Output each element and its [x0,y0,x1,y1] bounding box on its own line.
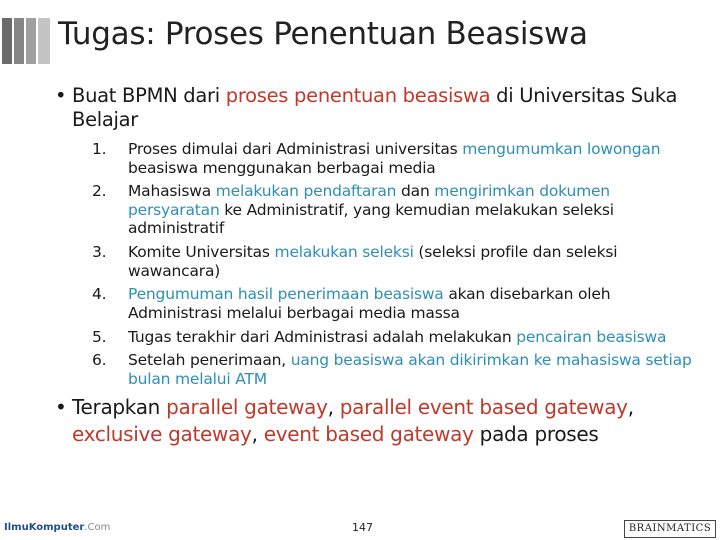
step-text: dan [396,182,435,201]
step-item [52,140,702,177]
step-text: akan disebarkan oleh Administrasi melalui berbagai media massa [128,285,611,322]
step-highlight: Pengumuman hasil penerimaan beasiswa [128,285,444,304]
bullet-1-highlight: proses penentuan beasiswa [225,84,491,107]
bullet-dot: • [55,84,67,107]
title-bar-2 [14,18,24,64]
page-number: 147 [352,521,373,534]
step-number: 6. [92,351,107,370]
step-item [52,285,702,322]
step-number: 3. [92,243,107,262]
site-name: IlmuKomputer [4,522,85,533]
gateway-event-based: event based gateway [263,422,474,447]
step-text: (seleksi profile dan seleksi wawancara) [128,243,618,280]
step-highlight: uang beasiswa akan dikirimkan ke mahasiswa setiap bulan melalui ATM [128,351,692,388]
step-text: Mahasiswa [128,182,216,201]
bullet-1-text-a: Buat BPMN dari [72,84,226,107]
step-text: Proses dimulai dari Administrasi universitas [128,140,463,158]
step-text: Setelah penerimaan, [128,351,291,370]
brainmatics-logo: BRAINMATICS [624,520,716,538]
title-bar-1 [2,18,12,64]
step-text: beasiswa menggunakan berbagai media [128,158,436,177]
title-decoration-bars [0,18,52,64]
bullet-2-sep-3: , [251,422,264,447]
step-text: Komite Universitas [128,243,275,262]
bullet-dot: • [55,395,67,420]
bullet-2-text-1: Terapkan [72,395,167,420]
step-item [52,351,702,388]
slide-title: Tugas: Proses Penentuan Beasiswa [58,16,588,52]
step-highlight: melakukan seleksi [274,243,414,262]
title-bar-4 [38,18,50,64]
site-domain: .Com [84,522,111,533]
step-text: ke Administratif, yang kemudian melakukan seleksi administratif [128,200,614,238]
step-number: 1. [92,140,107,158]
step-highlight: mengirimkan dokumen persyaratan [128,182,610,219]
step-item [52,328,702,347]
step-number: 4. [92,285,107,304]
step-number: 5. [92,327,107,346]
step-highlight: mengumumkan lowongan [462,140,661,158]
step-text: Tugas terakhir dari Administrasi adalah melakukan [128,327,517,346]
step-item [52,182,702,238]
bullet-1-text-c: di Universitas Suka Belajar [72,84,678,131]
step-highlight: pencairan beasiswa [516,327,667,346]
step-number: 2. [92,182,107,201]
step-highlight: melakukan pendaftaran [215,182,397,201]
step-item [52,243,702,280]
bullet-2-sep-2: , [627,395,634,420]
site-logo [4,522,110,533]
gateway-exclusive: exclusive gateway [72,422,252,447]
slide-content [52,84,702,448]
bullet-1 [52,84,702,132]
bullet-2-text-end: pada proses [473,422,599,447]
steps-list [52,140,702,388]
gateway-parallel-event: parallel event based gateway [339,395,628,420]
gateway-parallel: parallel gateway [166,395,328,420]
title-bar-3 [26,18,36,64]
bullet-2-sep-1: , [327,395,340,420]
bullet-2 [52,394,702,448]
